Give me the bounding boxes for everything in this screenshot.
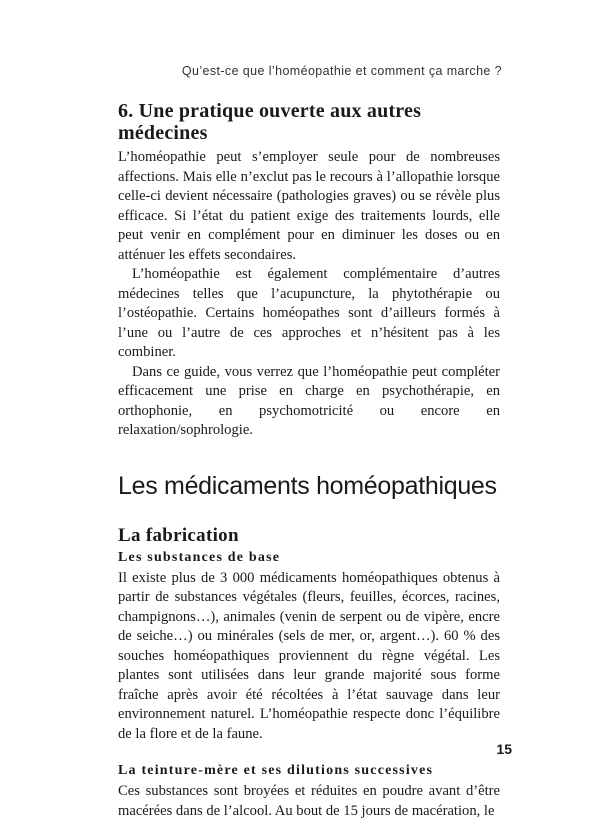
paragraph: Il existe plus de 3 000 médicaments homéopathiques obtenus à partir de substances végétales (fleurs, feuilles, écorces, racines, champignons…), animales (venin de serpent ou de vipère, encre de seiche…) ou minérales (sels de mer, or, argent…). 60 % des souches homéopathiques proviennent du règne végétal. Les plantes sont utilisées dans leur grande majorité sous forme fraîche après avoir été récoltées à l’état sauvage dans leur environnement naturel. L’homéopathie respecte donc l’équilibre de la flore et de la faune. <box>118 569 500 742</box>
sub-subsection-heading: Les substances de base <box>118 549 281 565</box>
subsection-heading: La fabrication <box>118 524 239 546</box>
paragraph: Dans ce guide, vous verrez que l’homéopathie peut compléter efficacement une prise en charge en psychothérapie, en orthophonie, en psychomotricité ou encore en relaxation/sophrologie. <box>118 363 500 438</box>
paragraph: L’homéopathie est également complémentaire d’autres médecines telles que l’acupuncture, la phytothérapie ou l’ostéopathie. Certains homéopathes sont d’ailleurs formés à l’une ou l’autre de ces approches et n’hésitent pas à les combiner. <box>118 266 500 360</box>
page-body <box>118 100 500 821</box>
chapter-heading: Les médicaments homéopathiques <box>118 471 497 500</box>
sub-subsection-heading: La teinture-mère et ses dilutions successives <box>118 763 434 778</box>
section-heading: 6. Une pratique ouverte aux autres médecines <box>118 100 422 144</box>
running-header: Qu’est-ce que l’homéopathie et comment ça marche ? <box>181 64 502 78</box>
paragraph: L’homéopathie peut s’employer seule pour de nombreuses affections. Mais elle n’exclut pas le recours à l’allopathie lorsque celle-ci devient nécessaire (pathologies graves) ou se révèle plus efficace. Si l’état du patient exige des traitements lourds, elle peut venir en complément pour en diminuer les doses ou en atténuer les effets secondaires. <box>118 149 500 263</box>
page-number: 15 <box>496 741 512 757</box>
paragraph: Ces substances sont broyées et réduites en poudre avant d’être macérées dans de l’alcool. Au bout de 15 jours de macération, le <box>118 783 500 819</box>
